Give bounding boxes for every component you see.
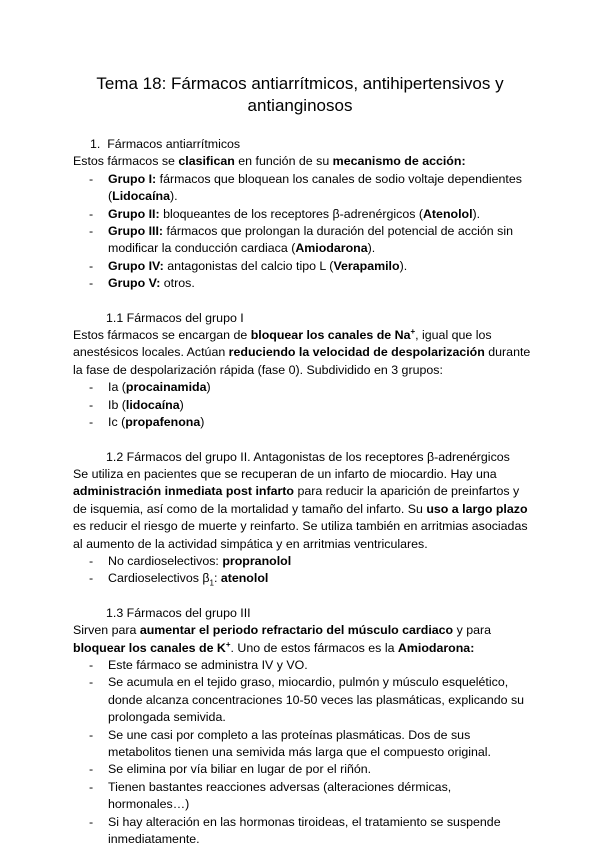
list-item: - Se une casi por completo a las proteínas plasmáticas. Dos de sus metabolitos tienen una semivida más larga que el compuesto original. [89,727,491,759]
list-item: - Cardioselectivos $\beta_1$: atenolol [89,571,269,588]
list-item: - Grupo I: fármacos que bloquean los canales de sodio voltaje dependientes (Lidocaína). [89,171,522,204]
list-item: - Tienen bastantes reacciones adversas (alteraciones dérmicas, hormonales…) [89,779,452,812]
list-item: - Este fármaco se administra IV y VO. [89,657,308,672]
list-item: - Ic (propafenona) [89,415,205,430]
amiodarone-list [73,657,533,848]
section-heading-1-1: 1.1 Fármacos del grupo I [106,310,244,325]
document-body [73,136,533,848]
section-1-2-text: Se utiliza en pacientes que se recuperan de un infarto de miocardio. Hay una administración inmediata post infarto para reducir la aparición de preinfartos y de isquemia, así como de la mortalidad y tamaño del infarto. Su uso a largo plazo es reducir el riesgo de muerte y reinfarto. Se utiliza también en arritmias asociadas al aumento de la actividad simpática y en arritmias ventriculares. [73,466,528,551]
list-item: - Se acumula en el tejido graso, miocardio, pulmón y músculo esquelético, donde alcanza concentraciones 10-50 veces las plasmáticas, explicando su prolongada semivida. [89,675,525,725]
list-item: - Grupo V: otros. [89,276,195,291]
beta-blocker-list [73,553,533,588]
section-1-3-text: Sirven para aumentar el periodo refractario del músculo cardiaco y para bloquear los canales de K+. Uno de estos fármacos es la Amiodarona: [73,623,492,655]
section-1-intro: Estos fármacos se clasifican en función de su mecanismo de acción: [73,154,466,169]
group-list [73,171,533,293]
list-item: - Ib (lidocaína) [89,397,184,412]
subgroup-list [73,379,533,431]
list-item: - Grupo II: bloqueantes de los receptores β-adrenérgicos (Atenolol). [89,206,481,221]
section-heading-1: 1. Fármacos antiarrítmicos [90,137,241,151]
document-title: Tema 18: Fármacos antiarrítmicos, antihipertensivos y antianginosos [96,74,504,115]
list-item: - No cardioselectivos: propranolol [89,553,292,568]
list-item: - Se elimina por vía biliar en lugar de por el riñón. [89,762,372,777]
section-heading-1-2: 1.2 Fármacos del grupo II. Antagonistas de los receptores β-adrenérgicos [106,449,510,464]
section-1-1-text: Estos fármacos se encargan de bloquear los canales de Na+, igual que los anestésicos locales. Actúan reduciendo la velocidad de despolarización durante la fase de despolarización rápida (fase 0). Subdividido en 3 grupos: [73,326,531,377]
list-item: - Grupo III: fármacos que prolongan la duración del potencial de acción sin modificar la conducción cardiaca (Amiodarona). [89,224,513,256]
list-item: - Si hay alteración en las hormonas tiroideas, el tratamiento se suspende inmediatamente. [89,814,501,847]
section-heading-1-3: 1.3 Fármacos del grupo III [106,605,251,620]
list-item: - Grupo IV: antagonistas del calcio tipo L (Verapamilo). [89,258,408,273]
list-item: - Ia (procainamida) [89,380,211,395]
